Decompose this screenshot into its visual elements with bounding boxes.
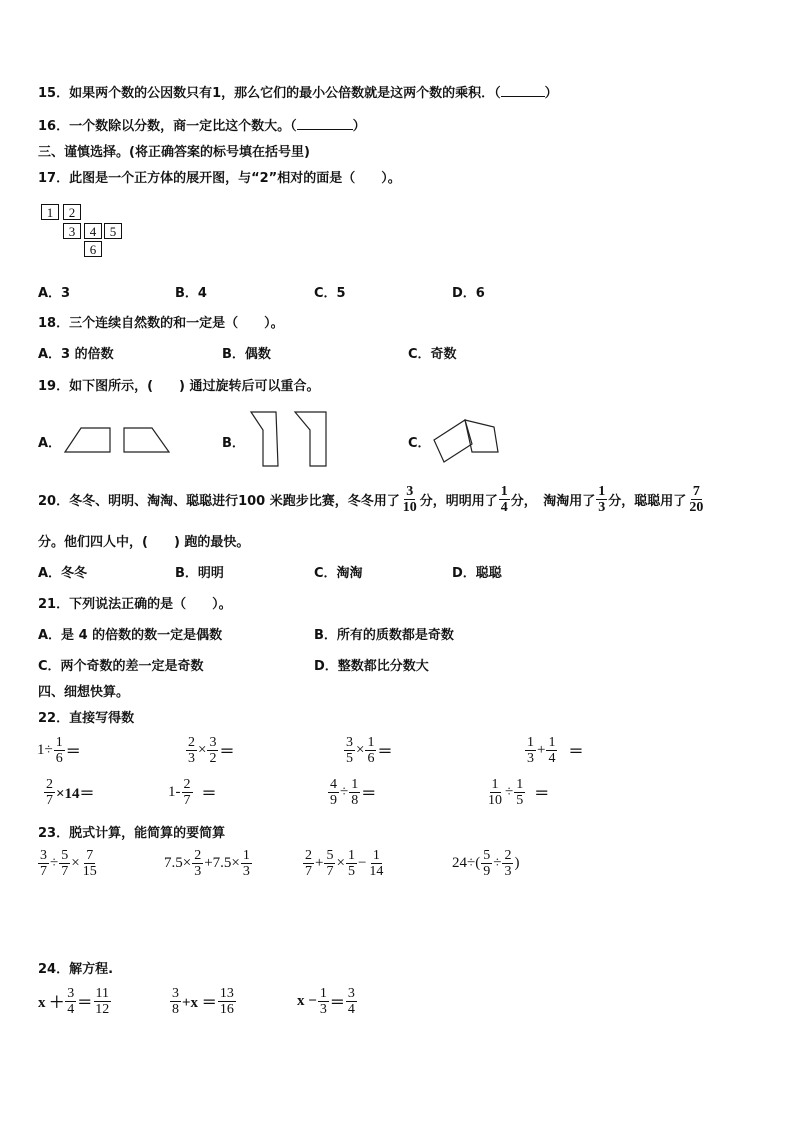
option-a-shapes [64,424,174,456]
option-d[interactable]: D．整数都比分数大 [314,659,429,674]
section-heading-3: 三、谨慎选择。(将正确答案的标号填在括号里) [38,145,310,160]
question-19-text: 19．如下图所示，( ) 通过旋转后可以重合。 [38,379,320,394]
option-d[interactable]: D．聪聪 [452,566,502,581]
fraction: $\frac{1}{3}$ [598,484,606,515]
answer-blank[interactable] [297,129,353,130]
equation: x ＋ $\frac{3}{4}$ ＝ $\frac{11}{12}$ [38,986,110,1017]
question-18-text: 18．三个连续自然数的和一定是（ ）。 [38,316,284,331]
question-15: 15．如果两个数的公因数只有1，那么它们的最小公倍数就是这两个数的乘积．（ ） [38,86,558,101]
fraction: $\frac{3}{10}$ [402,484,417,515]
calc-item: $\frac{2}{3}$ × $\frac{3}{2}$ ＝ [188,735,235,766]
calc-expression: $\frac{3}{7}$ ÷ $\frac{5}{7}$ × $\frac{7}{15}$ [40,848,97,879]
net-face-3: 3 [63,223,81,239]
option-b[interactable]: B．4 [175,286,207,301]
option-b[interactable]: B．偶数 [222,347,271,362]
calc-item: $\frac{4}{9}$ ÷ $\frac{1}{8}$ ＝ [330,777,377,808]
net-face-1: 1 [41,204,59,220]
option-d[interactable]: D．6 [452,286,485,301]
option-c[interactable]: C．5 [314,286,346,301]
question-23-text: 23．脱式计算，能简算的要简算 [38,826,226,841]
option-c[interactable]: C．淘淘 [314,566,363,581]
fraction: $\frac{7}{20}$ [689,484,704,515]
option-c[interactable]: C．两个奇数的差一定是奇数 [38,659,204,674]
calc-expression: 24÷( $\frac{5}{9}$ ÷ $\frac{2}{3}$ ) [452,848,520,879]
option-b[interactable]: B．明明 [175,566,224,581]
option-a[interactable]: A．是 4 的倍数的数一定是偶数 [38,628,223,643]
equation: $\frac{3}{8}$ +x ＝ $\frac{13}{16}$ [172,986,234,1017]
option-c-shapes [432,412,504,468]
calc-item: 1- $\frac{2}{7}$ ＝ [168,777,217,808]
net-face-6: 6 [84,241,102,257]
net-face-4: 4 [84,223,102,239]
net-face-2: 2 [63,204,81,220]
answer-blank[interactable] [501,96,545,97]
option-a[interactable]: A．冬冬 [38,566,88,581]
calc-item: $\frac{2}{7}$ ×14＝ [46,777,95,808]
option-b-shapes [248,410,332,470]
question-21-text: 21．下列说法正确的是（ ）。 [38,597,232,612]
calc-item: $\frac{1}{10}$ ÷ $\frac{1}{5}$ ＝ [488,777,550,808]
question-22-text: 22．直接写得数 [38,711,135,726]
net-face-5: 5 [104,223,122,239]
question-16-text: 16．一个数除以分数，商一定比这个数大。（ [38,119,297,134]
option-a[interactable]: A． [38,436,62,451]
question-16: 16．一个数除以分数，商一定比这个数大。（ ） [38,119,366,134]
option-c[interactable]: C． [408,436,431,451]
option-c[interactable]: C．奇数 [408,347,457,362]
calc-expression: $\frac{2}{7}$ + $\frac{5}{7}$ × $\frac{1}{5}$ − $\frac{1}{14}$ [305,848,384,879]
question-24-text: 24．解方程. [38,962,114,977]
calc-item: $\frac{3}{5}$ × $\frac{1}{6}$ ＝ [346,735,393,766]
option-b[interactable]: B．所有的质数都是奇数 [314,628,454,643]
calc-expression: 7.5× $\frac{2}{3}$ +7.5× $\frac{1}{3}$ [164,848,250,879]
calc-item: $\frac{1}{3}$ + $\frac{1}{4}$ ＝ [527,735,584,766]
option-a[interactable]: A．3 [38,286,71,301]
question-20-line1: 20．冬冬、明明、淘淘、聪聪进行100 米跑步比赛，冬冬用了 $\frac{3}{10}$ 分，明明用了 $\frac{1}{4}$ 分， 淘淘用了 $\frac{1}{3}$ 分，聪聪用了 $\frac{7}{20}$ [38,484,704,515]
section-heading-4: 四、细想快算。 [38,685,130,700]
option-b[interactable]: B． [222,436,245,451]
option-a[interactable]: A．3 的倍数 [38,347,114,362]
question-20-line2: 分。他们四人中，( ) 跑的最快。 [38,535,250,550]
question-15-text: 15．如果两个数的公因数只有1，那么它们的最小公倍数就是这两个数的乘积．（ [38,86,501,101]
question-17-text: 17．此图是一个正方体的展开图，与“2”相对的面是（ ）。 [38,171,401,186]
fraction: $\frac{1}{4}$ [500,484,508,515]
equation: x − $\frac{1}{3}$ ＝ $\frac{3}{4}$ [297,986,355,1017]
calc-item: 1÷ $\frac{1}{6}$ ＝ [37,735,81,766]
